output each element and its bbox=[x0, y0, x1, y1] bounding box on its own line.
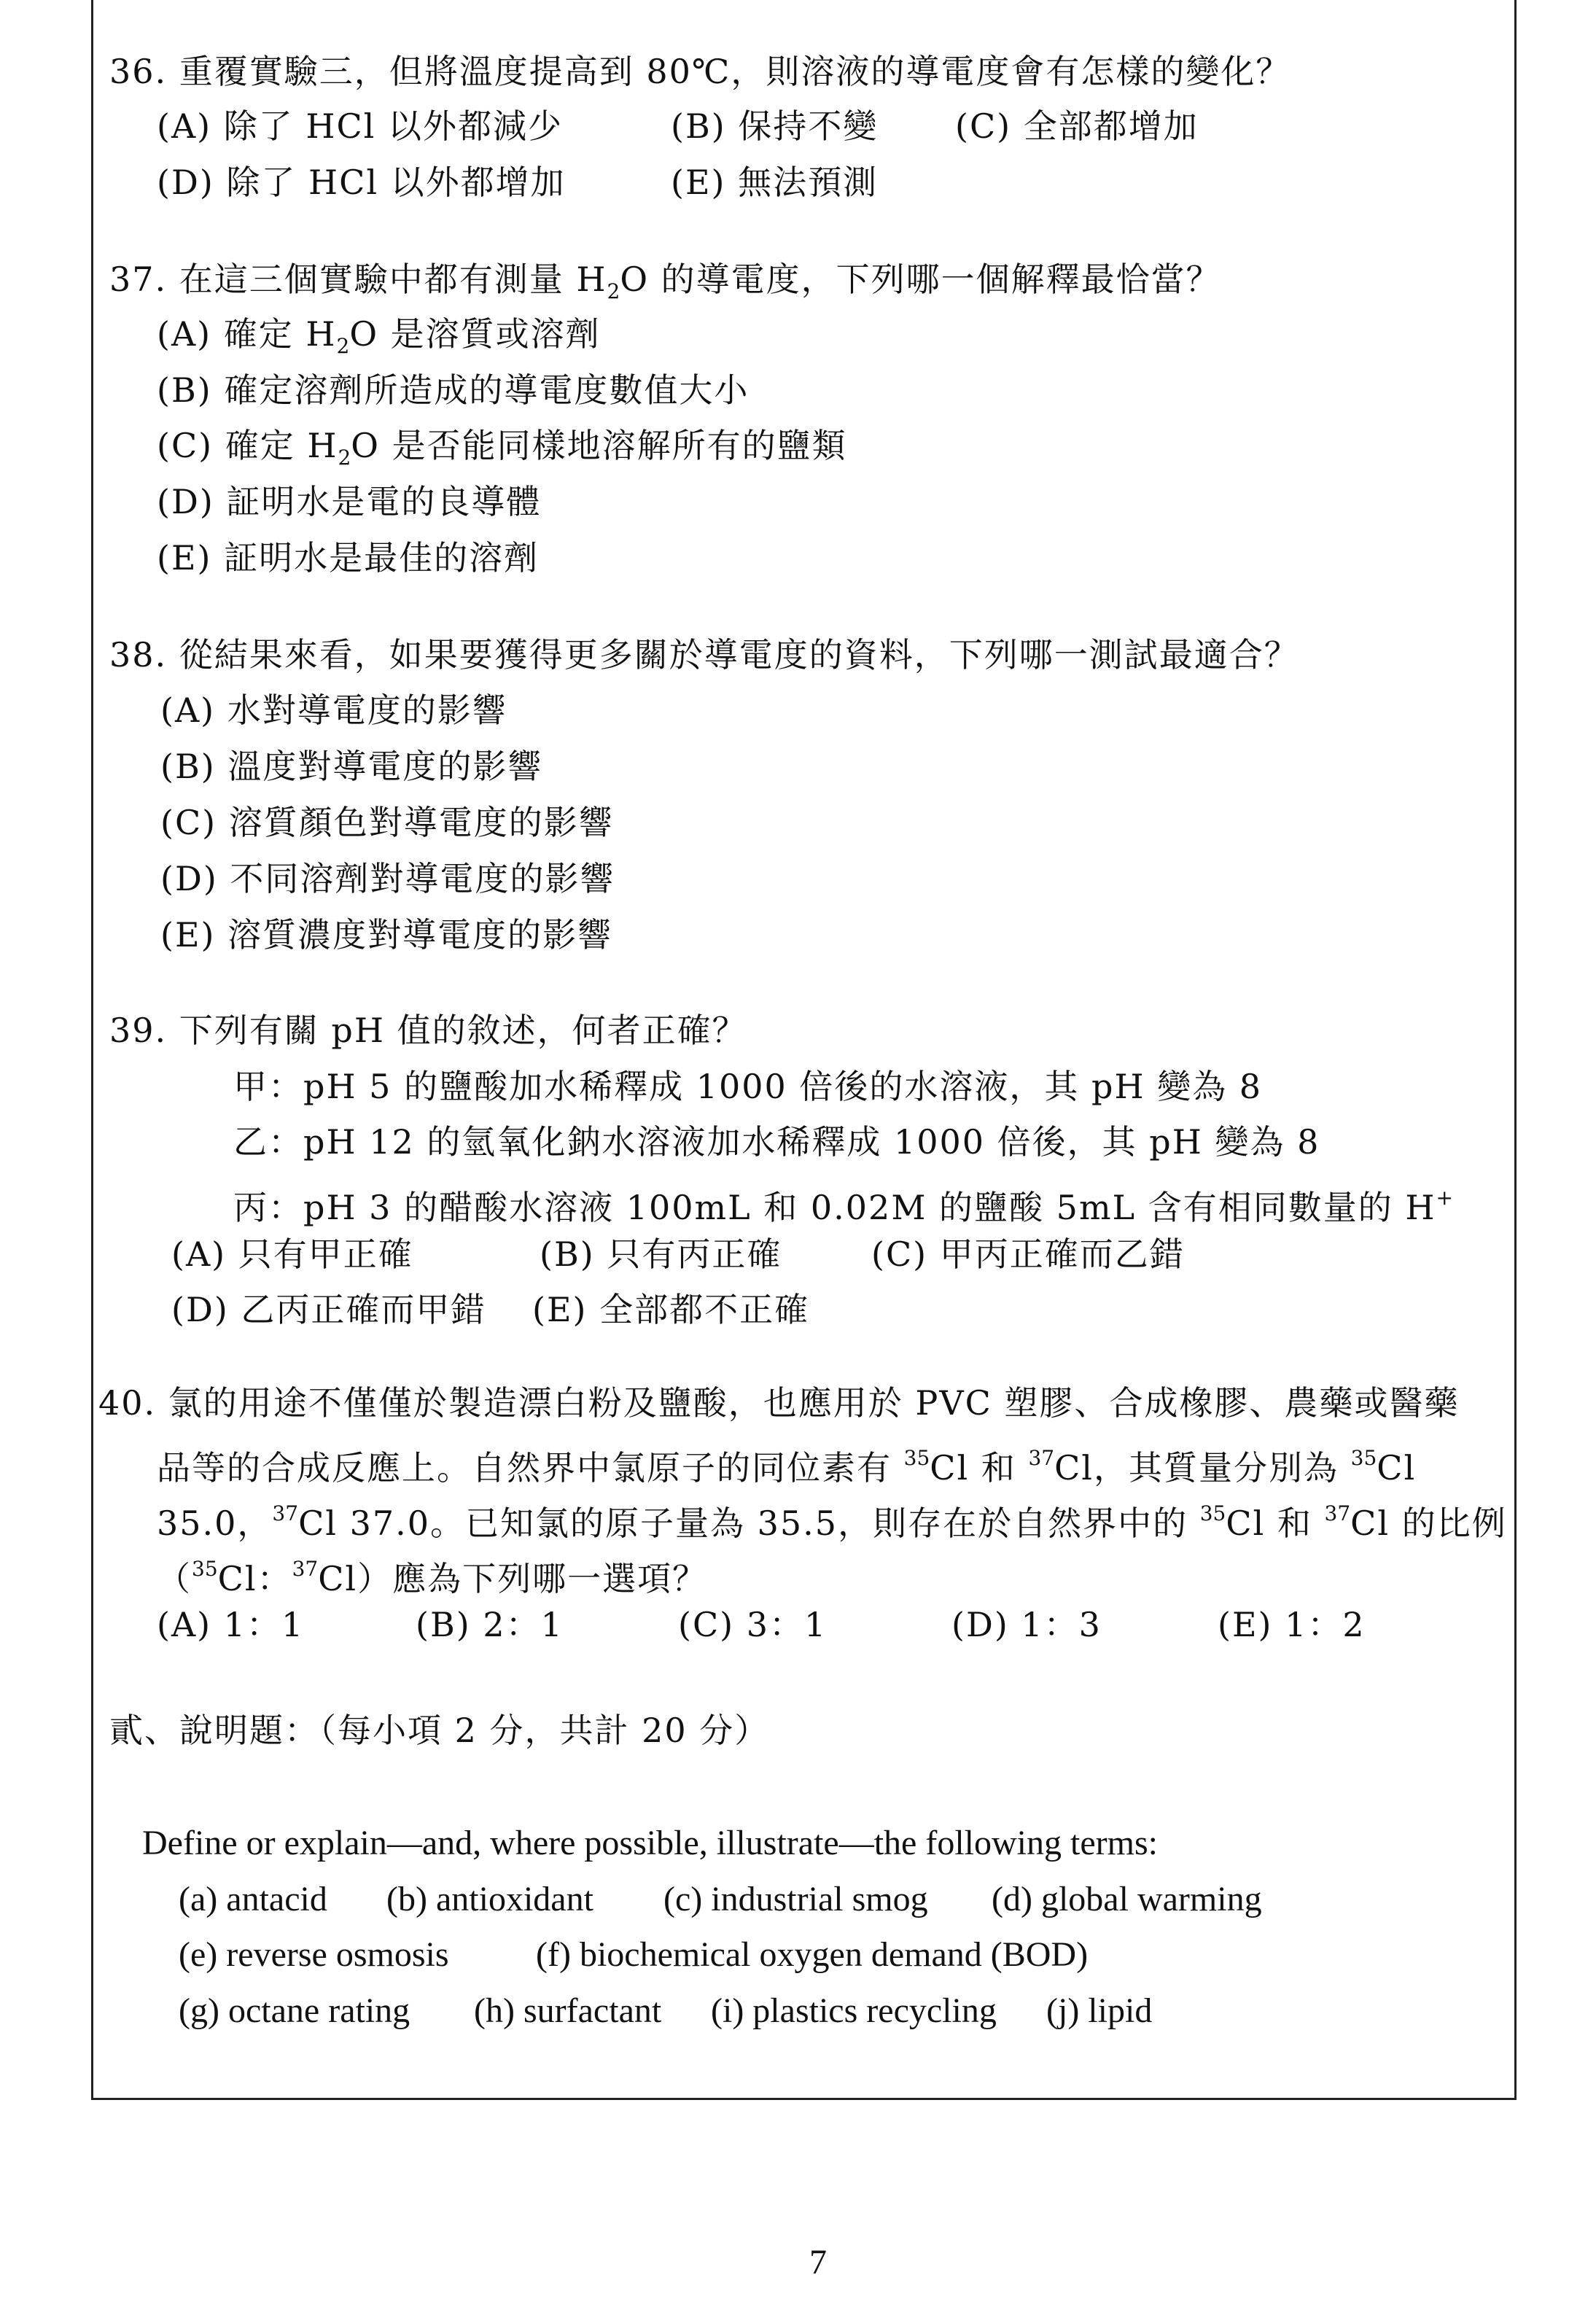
q37-option-c: (C) 確定 $H_2O$ 是否能同樣地溶解所有的鹽類 bbox=[157, 426, 847, 470]
term-d: (d) global warming bbox=[992, 1880, 1262, 1918]
q40-option-a: (A) 1：1 bbox=[157, 1605, 305, 1644]
q37-option-e: (E) 証明水是最佳的溶劑 bbox=[157, 538, 540, 578]
q39-option-a: (A) 只有甲正確 bbox=[171, 1234, 413, 1274]
q40-option-e: (E) 1：2 bbox=[1218, 1605, 1366, 1644]
q40-option-b: (B) 2：1 bbox=[416, 1605, 564, 1644]
q40-line-3: 35.0，$^{37}$Cl 37.0。已知氯的原子量為 35.5，則存在於自然界中的 $^{35}$Cl 和 $^{37}$Cl 的比例 bbox=[157, 1501, 1507, 1543]
q40-option-d: (D) 1：3 bbox=[951, 1605, 1102, 1644]
q40-option-c: (C) 3：1 bbox=[678, 1605, 828, 1644]
q38-option-d: (D) 不同溶劑對導電度的影響 bbox=[160, 859, 615, 898]
q40-line-2: 品等的合成反應上。自然界中氯原子的同位素有 $^{35}$Cl 和 $^{37}$Cl，其質量分別為 $^{35}$Cl bbox=[157, 1446, 1417, 1488]
section-2-heading: 貳、說明題：（每小項 2 分，共計 20 分） bbox=[109, 1711, 770, 1750]
q36-option-d: (D) 除了 HCl 以外都增加 bbox=[157, 163, 566, 202]
term-i: (i) plastics recycling bbox=[711, 1991, 997, 2030]
q39-stem: 39. 下列有關 pH 值的敘述，何者正確？ bbox=[109, 1011, 747, 1050]
q40-line-4: （$^{35}$Cl：$^{37}$Cl）應為下列哪一選項？ bbox=[157, 1557, 708, 1598]
q37-option-d: (D) 証明水是電的良導體 bbox=[157, 482, 542, 521]
q40-line-1: 40. 氯的用途不僅僅於製造漂白粉及鹽酸，也應用於 PVC 塑膠、合成橡膠、農藥或醫藥 bbox=[98, 1383, 1460, 1423]
q39-option-c: (C) 甲丙正確而乙錯 bbox=[871, 1234, 1185, 1274]
q39-statement-1: 甲：pH 5 的鹽酸加水稀釋成 1000 倍後的水溶液，其 pH 變為 8 bbox=[233, 1067, 1263, 1106]
q39-option-b: (B) 只有丙正確 bbox=[540, 1234, 782, 1274]
term-f: (f) biochemical oxygen demand (BOD) bbox=[536, 1935, 1089, 1974]
q38-option-b: (B) 溫度對導電度的影響 bbox=[160, 747, 543, 786]
q39-option-e: (E) 全部都不正確 bbox=[532, 1290, 810, 1329]
section-2-intro: Define or explain—and, where possible, illustrate—the following terms: bbox=[142, 1824, 1158, 1862]
term-c: (c) industrial smog bbox=[663, 1880, 928, 1918]
q39-option-d: (D) 乙丙正確而甲錯 bbox=[171, 1290, 486, 1329]
q36-option-e: (E) 無法預測 bbox=[671, 163, 879, 202]
term-h: (h) surfactant bbox=[474, 1991, 662, 2030]
term-j: (j) lipid bbox=[1046, 1991, 1153, 2030]
q36-option-c: (C) 全部都增加 bbox=[955, 106, 1199, 146]
term-e: (e) reverse osmosis bbox=[179, 1935, 449, 1974]
term-a: (a) antacid bbox=[179, 1880, 327, 1918]
q38-stem: 38. 從結果來看，如果要獲得更多關於導電度的資料，下列哪一測試最適合？ bbox=[109, 635, 1299, 674]
q38-option-c: (C) 溶質顏色對導電度的影響 bbox=[160, 803, 614, 842]
q36-option-b: (B) 保持不變 bbox=[671, 106, 879, 146]
q38-option-a: (A) 水對導電度的影響 bbox=[160, 691, 507, 730]
q38-option-e: (E) 溶質濃度對導電度的影響 bbox=[160, 915, 613, 954]
q36-stem: 36. 重覆實驗三，但將溫度提高到 80℃，則溶液的導電度會有怎樣的變化？ bbox=[109, 52, 1291, 91]
term-b: (b) antioxidant bbox=[386, 1880, 593, 1918]
q39-statement-3: 丙：pH 3 的醋酸水溶液 100mL 和 0.02M 的鹽酸 5mL 含有相同數量的 H+ bbox=[233, 1186, 1453, 1227]
q37-stem: 37. 在這三個實驗中都有測量 $H_2O$ 的導電度，下列哪一個解釋最恰當？ bbox=[109, 260, 1221, 303]
q39-statement-2: 乙：pH 12 的氫氧化鈉水溶液加水稀釋成 1000 倍後，其 pH 變為 8 bbox=[233, 1122, 1320, 1162]
q36-option-a: (A) 除了 HCl 以外都減少 bbox=[157, 106, 564, 146]
term-g: (g) octane rating bbox=[179, 1991, 410, 2030]
q37-option-b: (B) 確定溶劑所造成的導電度數值大小 bbox=[157, 370, 750, 410]
page-number: 7 bbox=[809, 2243, 827, 2282]
q37-option-a: (A) 確定 $H_2O$ 是溶質或溶劑 bbox=[157, 314, 601, 358]
